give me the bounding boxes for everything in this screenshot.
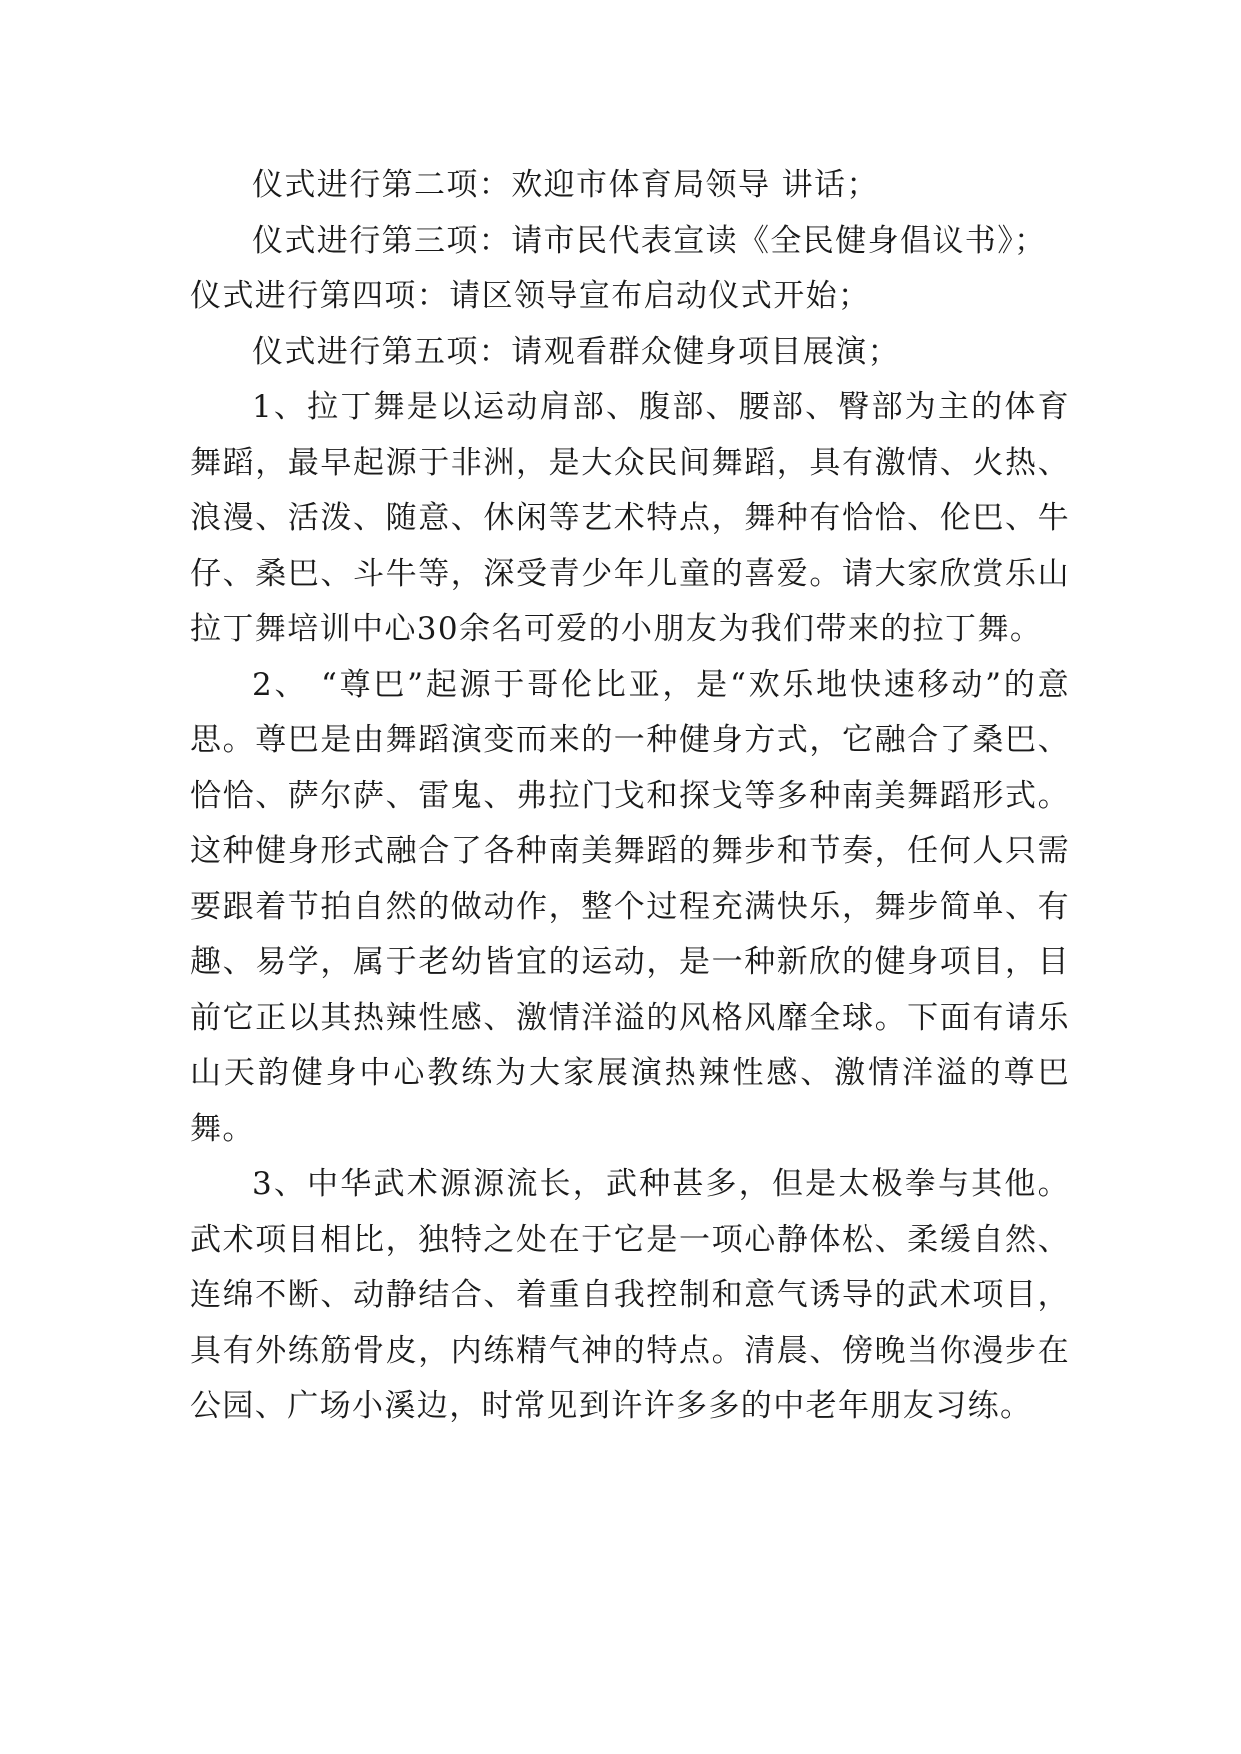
paragraph-item-4: 仪式进行第四项：请区领导宣布启动仪式开始； [190, 278, 871, 314]
document-body [190, 158, 1070, 1435]
paragraph-item-5: 仪式进行第五项：请观看群众健身项目展演； [252, 333, 900, 370]
paragraph-taichi: 3、中华武术源源流长，武种甚多，但是太极拳与其他。武术项目相比，独特之处在于它是一项心静体松、柔缓自然、连绵不断、动静结合、着重自我控制和意气诱导的武术项目，具有外练筋骨皮，内练精气神的特点。清晨、傍晚当你漫步在公园、广场小溪边，时常见到许许多多的中老年朋友习练。 [190, 1166, 1070, 1424]
paragraph-zumba: 2、 “尊巴”起源于哥伦比亚，是“欢乐地快速移动”的意思。尊巴是由舞蹈演变而来的一种健身方式，它融合了桑巴、恰恰、萨尔萨、雷鬼、弗拉门戈和探戈等多种南美舞蹈形式。这种健身形式融合了各种南美舞蹈的舞步和节奏，任何人只需要跟着节拍自然的做动作，整个过程充满快乐，舞步简单、有趣、易学，属于老幼皆宜的运动，是一种新欣的健身项目，目前它正以其热辣性感、激情洋溢的风格风靡全球。下面有请乐山天韵健身中心教练为大家展演热辣性感、激情洋溢的尊巴舞。 [190, 666, 1070, 1147]
paragraph-latin-dance: 1、拉丁舞是以运动肩部、腹部、腰部、臀部为主的体育舞蹈，最早起源于非洲，是大众民间舞蹈，具有激情、火热、浪漫、活泼、随意、休闲等艺术特点，舞种有恰恰、伦巴、牛仔、桑巴、斗牛等，深受青少年儿童的喜爱。请大家欣赏乐山拉丁舞培训中心30余名可爱的小朋友为我们带来的拉丁舞。 [190, 389, 1070, 647]
paragraph-item-2: 仪式进行第二项：欢迎市体育局领导 讲话； [252, 167, 879, 203]
paragraph-item-3: 仪式进行第三项：请市民代表宣读《全民健身倡议书》； [252, 222, 1047, 259]
